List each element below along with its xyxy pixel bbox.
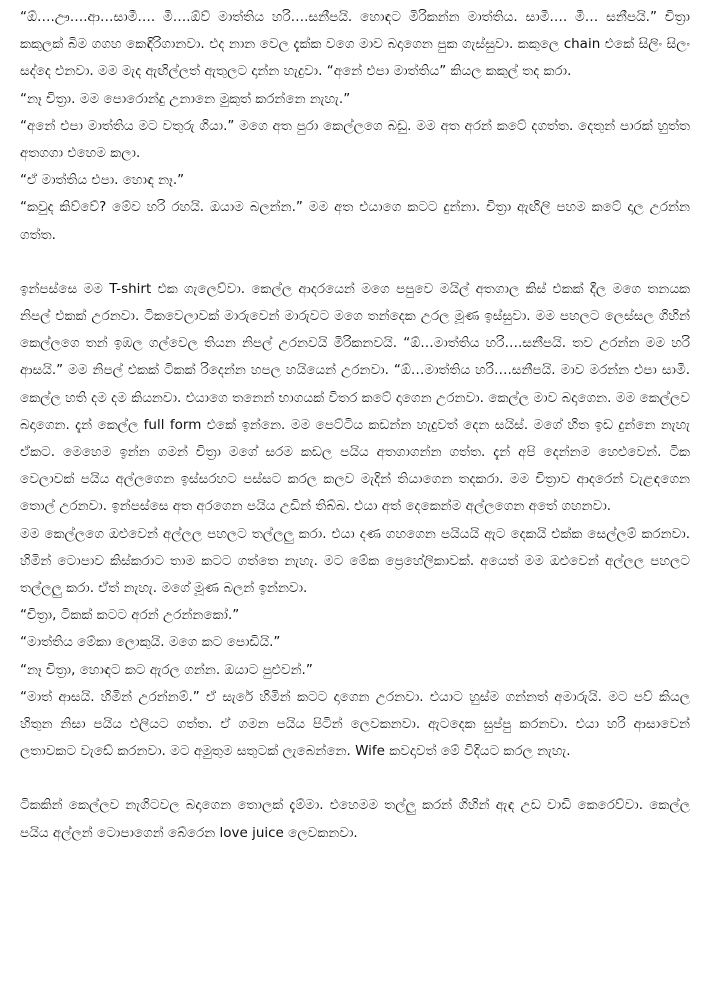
paragraph-1: “ඕ….ඌ….ආ…සාමී…. මී….ඕව් මාත්තිය හරි….සනීපයි. හොඳට මිරිකන්න මාත්තිය. සාමී…. මී… සනීපයි.” චිත්‍රා කකුලක් බිම ගගහ කෙඳිරිගානවා. එද නාන වෙල දැක්ක වගෙ මාව බදාගෙන පුක ගැස්සුවා. කකුලෙ chain එකේ සිලිං සිලං සද්දෙ එනවා. මම මැද ඇඟිල්ලත් ඇතුලට දාන්න හැදුවා. “අනේ එපා මාත්තිය” කියල කකුල් තද කරා. [20,9,690,80]
paragraph-5: “කවුද කිව්වේ? මේව හරි රහයි. ඔයාම බලන්න.” මම අත එයාගෙ කටට දුන්නා. චිත්‍රා ඇඟිලි පහම කටේ දාල උරන්න ගත්ත. [20,199,690,243]
paragraph-8: “චිත්‍රා, ටිකක් කටට අරන් උරන්නකෝ.” [20,607,240,624]
paragraph-9: “මාත්තිය මේකා ලොකුයි. මගෙ කට පොඩියි.” [20,634,281,651]
paragraph-6: ඉන්පස්සෙ මම T-shirt එක ගැලෙව්වා. කෙල්ල ආදරයෙන් මගෙ පපුවෙ මයිල් අතගාල කිස් එකක් දීල මගෙ තනයක නිපල් එකක් උරනවා. ටිකවෙලාවක් මාරුවෙන් මාරුවට මගෙ තන්දෙක උරල මූණ ඉස්සුවා. මම පහලට ලෙස්සල ගිහින් කෙල්ලගෙ තන් ඉඹල ගල්වෙල තියන නිපල් උරනවයි මිරිකනවයි. “ඕ…මාත්තිය හරි….සනීපයි. තව උරන්න මම හරි ආසයි.” මම නිපල් එකක් ටිකක් රිදෙන්න හපල හයියෙන් උරනවා. “ඕ…මාත්තිය හරි….සනීපයි. මාව මරන්න එපා සාමී. කෙල්ල හති දම දම කියනවා. එයාගෙ තනෙන් භාගයක් විතර කටේ දාගෙන උරනවා. කෙල්ල මාව බදාගෙන. මම කෙල්ලව බදාගෙන. දැන් කෙල්ල full form එකේ ඉන්නෙ. මම පෙට්ටිය කඩන්න හැදුවත් දෙන සයිස්. මගේ හිත ඉඩ දුන්නෙ නැහැ ඒකට. මෙහෙම ඉන්න ගමන් චිත්‍රා මගේ සරම කඩල පයිය අතගාගන්න ගත්ත. දැන් අපි දෙන්නම හෙළුවෙන්. ටික වෙලාවක් පයිය අල්ලගෙන ඉස්සරහට පස්සට කරල කලව මැදින් තියාගෙන තදකරා. මම චිත්‍රාව ආදරෙන් වැළඳගෙන තොල් උරනවා. ඉන්පස්සෙ අත අරගෙන පයිය උඩින් තිබ්බ. එයා අත් දෙකෙන්ම අල්ලගෙන අතේ ගහනවා. [20,280,690,515]
paragraph-11: “මාත් ආසයි. හිමින් උරන්නම්.” ඒ සැරේ හිමින් කටට දාගෙන උරනවා. එයාට හුස්ම ගන්නත් අමාරුයි. මට පව් කියල හිතුන නිසා පයිය එලියට ගත්ත. ඒ ගමන පයිය පිටින් ලෙවකනවා. ඇටදෙක සුප්පු කරනවා. එයා හරි ආසාවෙන් ලතාවකට වැඩේ කරනවා. මට අමුතුම සතුටක් ලැබෙන්නෙ. Wife කවදාවත් මේ විදියට කරල නැහැ. [20,688,690,760]
paragraph-gap [20,765,690,792]
paragraph-gap [20,249,690,276]
paragraph-7: මම කෙල්ලගෙ ඔළුවෙන් අල්ලල පහලට තල්ලලු කරා. එයා දණ ගහගෙන පයියයි ඇට දෙකයි එක්ක සෙල්ලම් කරනවා. හිමින් ටොපාව කිස්කරාට තාම කටට ගත්තෙ නැහැ. මට මේක ප්‍රෙහේලිකාවක්. අයෙත් මම ඔළුවෙන් අල්ලල පහලට තල්ලලු කරා. ඒත් නැහැ. මගේ මූණ බලන් ඉන්නවා. [20,525,690,597]
paragraph-4: “ඒ මාත්තිය එපා. හොඳ නෑ.” [20,172,185,189]
paragraph-2: “නෑ චිත්‍රා. මම පොරොන්දු උනානෙ මුකුත් කරන්නෙ නැහැ.” [20,90,351,107]
paragraph-12: ටිකකින් කෙල්ලව නැගිටවල බදාගෙන තොලක් දැම්මා. එහෙමම තල්ලු කරන් ගිහින් ඇඳ උඩ වාඩි කෙරෙව්වා. කෙල්ල පයිය අල්ලන් ටොපාගෙන් බේරෙන love juice ලෙවකනවා. [20,797,690,841]
paragraph-10: “නෑ චිත්‍රා, හොඳට කට ඇරල ගන්න. ඔයාට පුළුවන්.” [20,661,313,678]
paragraph-3: “අනේ එපා මාත්තිය මට වතුරු ගියා.” මගෙ අත පුරා කෙල්ලගෙ බඩු. මම අත අරන් කටේ දගත්ත. දෙතුන් පාරක් හුත්ත අතගගා එහෙම කලා. [20,117,690,162]
